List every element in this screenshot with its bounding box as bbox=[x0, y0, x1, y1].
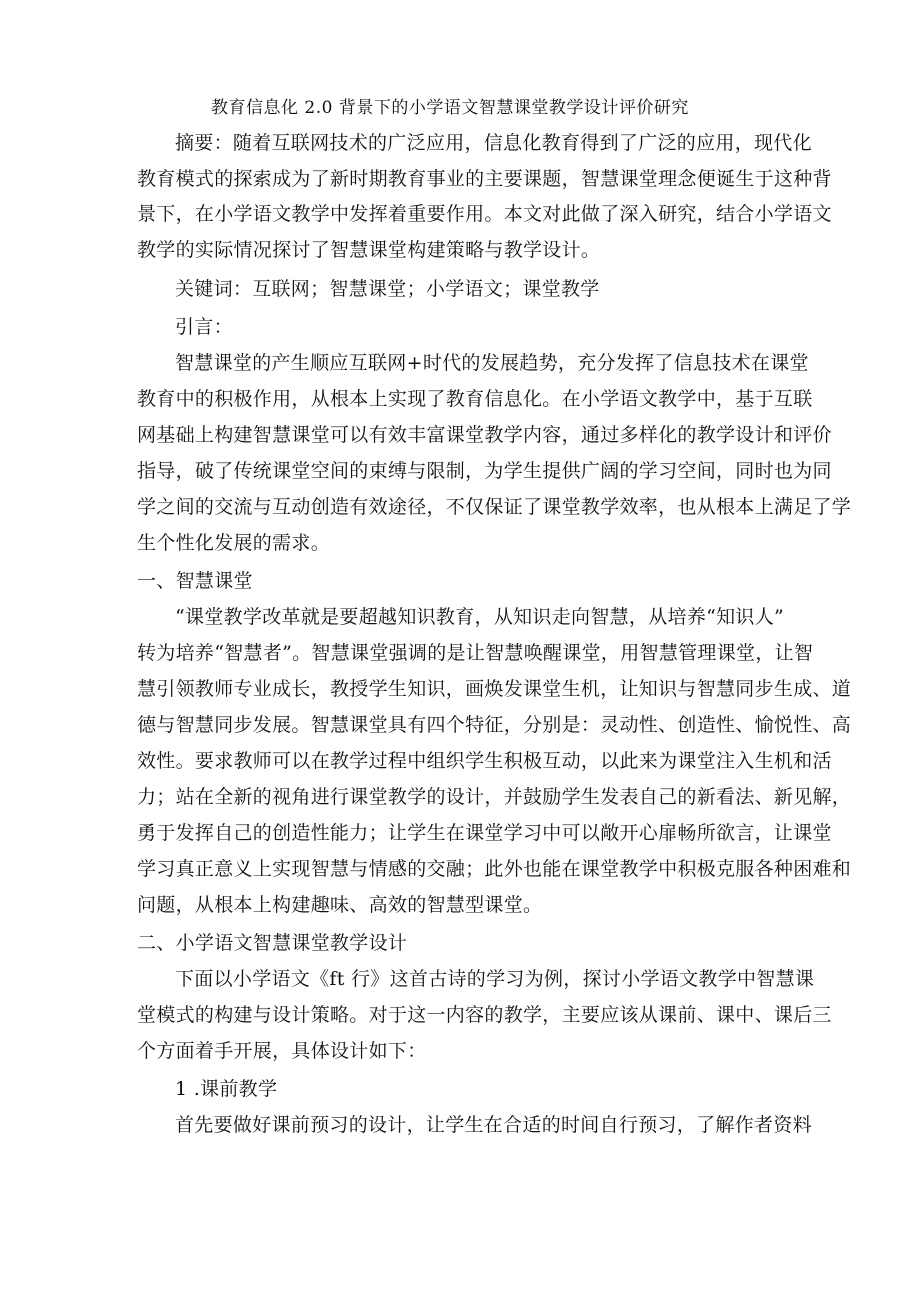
section-2-line-3: 个方面着手开展，具体设计如下： bbox=[137, 1040, 427, 1062]
abstract-line-3: 景下，在小学语文教学中发挥着重要作用。本文对此做了深入研究，结合小学语文 bbox=[137, 203, 832, 225]
section-1-line-7: 勇于发挥自己的创造性能力；让学生在课堂学习中可以敞开心扉畅所欲言，让课堂 bbox=[137, 822, 832, 844]
section-1-heading: 一、智慧课堂 bbox=[137, 570, 253, 592]
intro-heading: 引言： bbox=[175, 316, 233, 338]
intro-line-2: 教育中的积极作用，从根本上实现了教育信息化。在小学语文教学中，基于互联 bbox=[137, 388, 813, 410]
intro-line-3: 网基础上构建智慧课堂可以有效丰富课堂教学内容，通过多样化的教学设计和评价 bbox=[137, 424, 832, 446]
abstract-line-2: 教育模式的探索成为了新时期教育事业的主要课题，智慧课堂理念便诞生于这种背 bbox=[137, 168, 832, 190]
section-1-line-8: 学习真正意义上实现智慧与情感的交融；此外也能在课堂教学中积极克服各种困难和 bbox=[137, 858, 852, 880]
abstract-line-4: 教学的实际情况探讨了智慧课堂构建策略与教学设计。 bbox=[137, 239, 601, 261]
intro-line-5: 学之间的交流与互动创造有效途径，不仅保证了课堂教学效率，也从根本上满足了学 bbox=[137, 496, 852, 518]
section-1-line-4: 德与智慧同步发展。智慧课堂具有四个特征，分别是：灵动性、创造性、愉悦性、高 bbox=[137, 714, 852, 736]
section-2-heading: 二、小学语文智慧课堂教学设计 bbox=[137, 932, 408, 954]
section-1-line-1: “课堂教学改革就是要超越知识教育，从知识走向智慧，从培养“知识人” bbox=[175, 606, 785, 628]
section-1-line-5: 效性。要求教师可以在教学过程中组织学生积极互动，以此来为课堂注入生机和活 bbox=[137, 750, 832, 772]
keywords: 关键词：互联网；智慧课堂；小学语文；课堂教学 bbox=[175, 278, 600, 300]
abstract-line-1: 摘要：随着互联网技术的广泛应用，信息化教育得到了广泛的应用，现代化 bbox=[175, 132, 812, 154]
section-2-line-1: 下面以小学语文《ft 行》这首古诗的学习为例，探讨小学语文教学中智慧课 bbox=[175, 968, 815, 990]
subsection-1-heading: 1 .课前教学 bbox=[175, 1078, 278, 1100]
intro-line-6: 生个性化发展的需求。 bbox=[137, 532, 331, 554]
section-1-line-3: 慧引领教师专业成长，教授学生知识，画焕发课堂生机，让知识与智慧同步生成、道 bbox=[137, 678, 852, 700]
section-1-line-2: 转为培养“智慧者”。智慧课堂强调的是让智慧唤醒课堂，用智慧管理课堂，让智 bbox=[137, 642, 814, 664]
intro-line-4: 指导，破了传统课堂空间的束缚与限制，为学生提供广阔的学习空间，同时也为同 bbox=[137, 460, 832, 482]
subsection-1-line-1: 首先要做好课前预习的设计，让学生在合适的时间自行预习，了解作者资料 bbox=[175, 1114, 812, 1136]
section-1-line-6: 力；站在全新的视角进行课堂教学的设计，并鼓励学生发表自己的新看法、新见解， bbox=[137, 786, 852, 808]
intro-line-1: 智慧课堂的产生顺应互联网+时代的发展趋势，充分发挥了信息技术在课堂 bbox=[175, 352, 809, 374]
section-2-line-2: 堂模式的构建与设计策略。对于这一内容的教学，主要应该从课前、课中、课后三 bbox=[137, 1004, 832, 1026]
section-1-line-9: 问题，从根本上构建趣味、高效的智慧型课堂。 bbox=[137, 894, 543, 916]
page-title: 教育信息化 2.0 背景下的小学语文智慧课堂教学设计评价研究 bbox=[211, 98, 689, 118]
